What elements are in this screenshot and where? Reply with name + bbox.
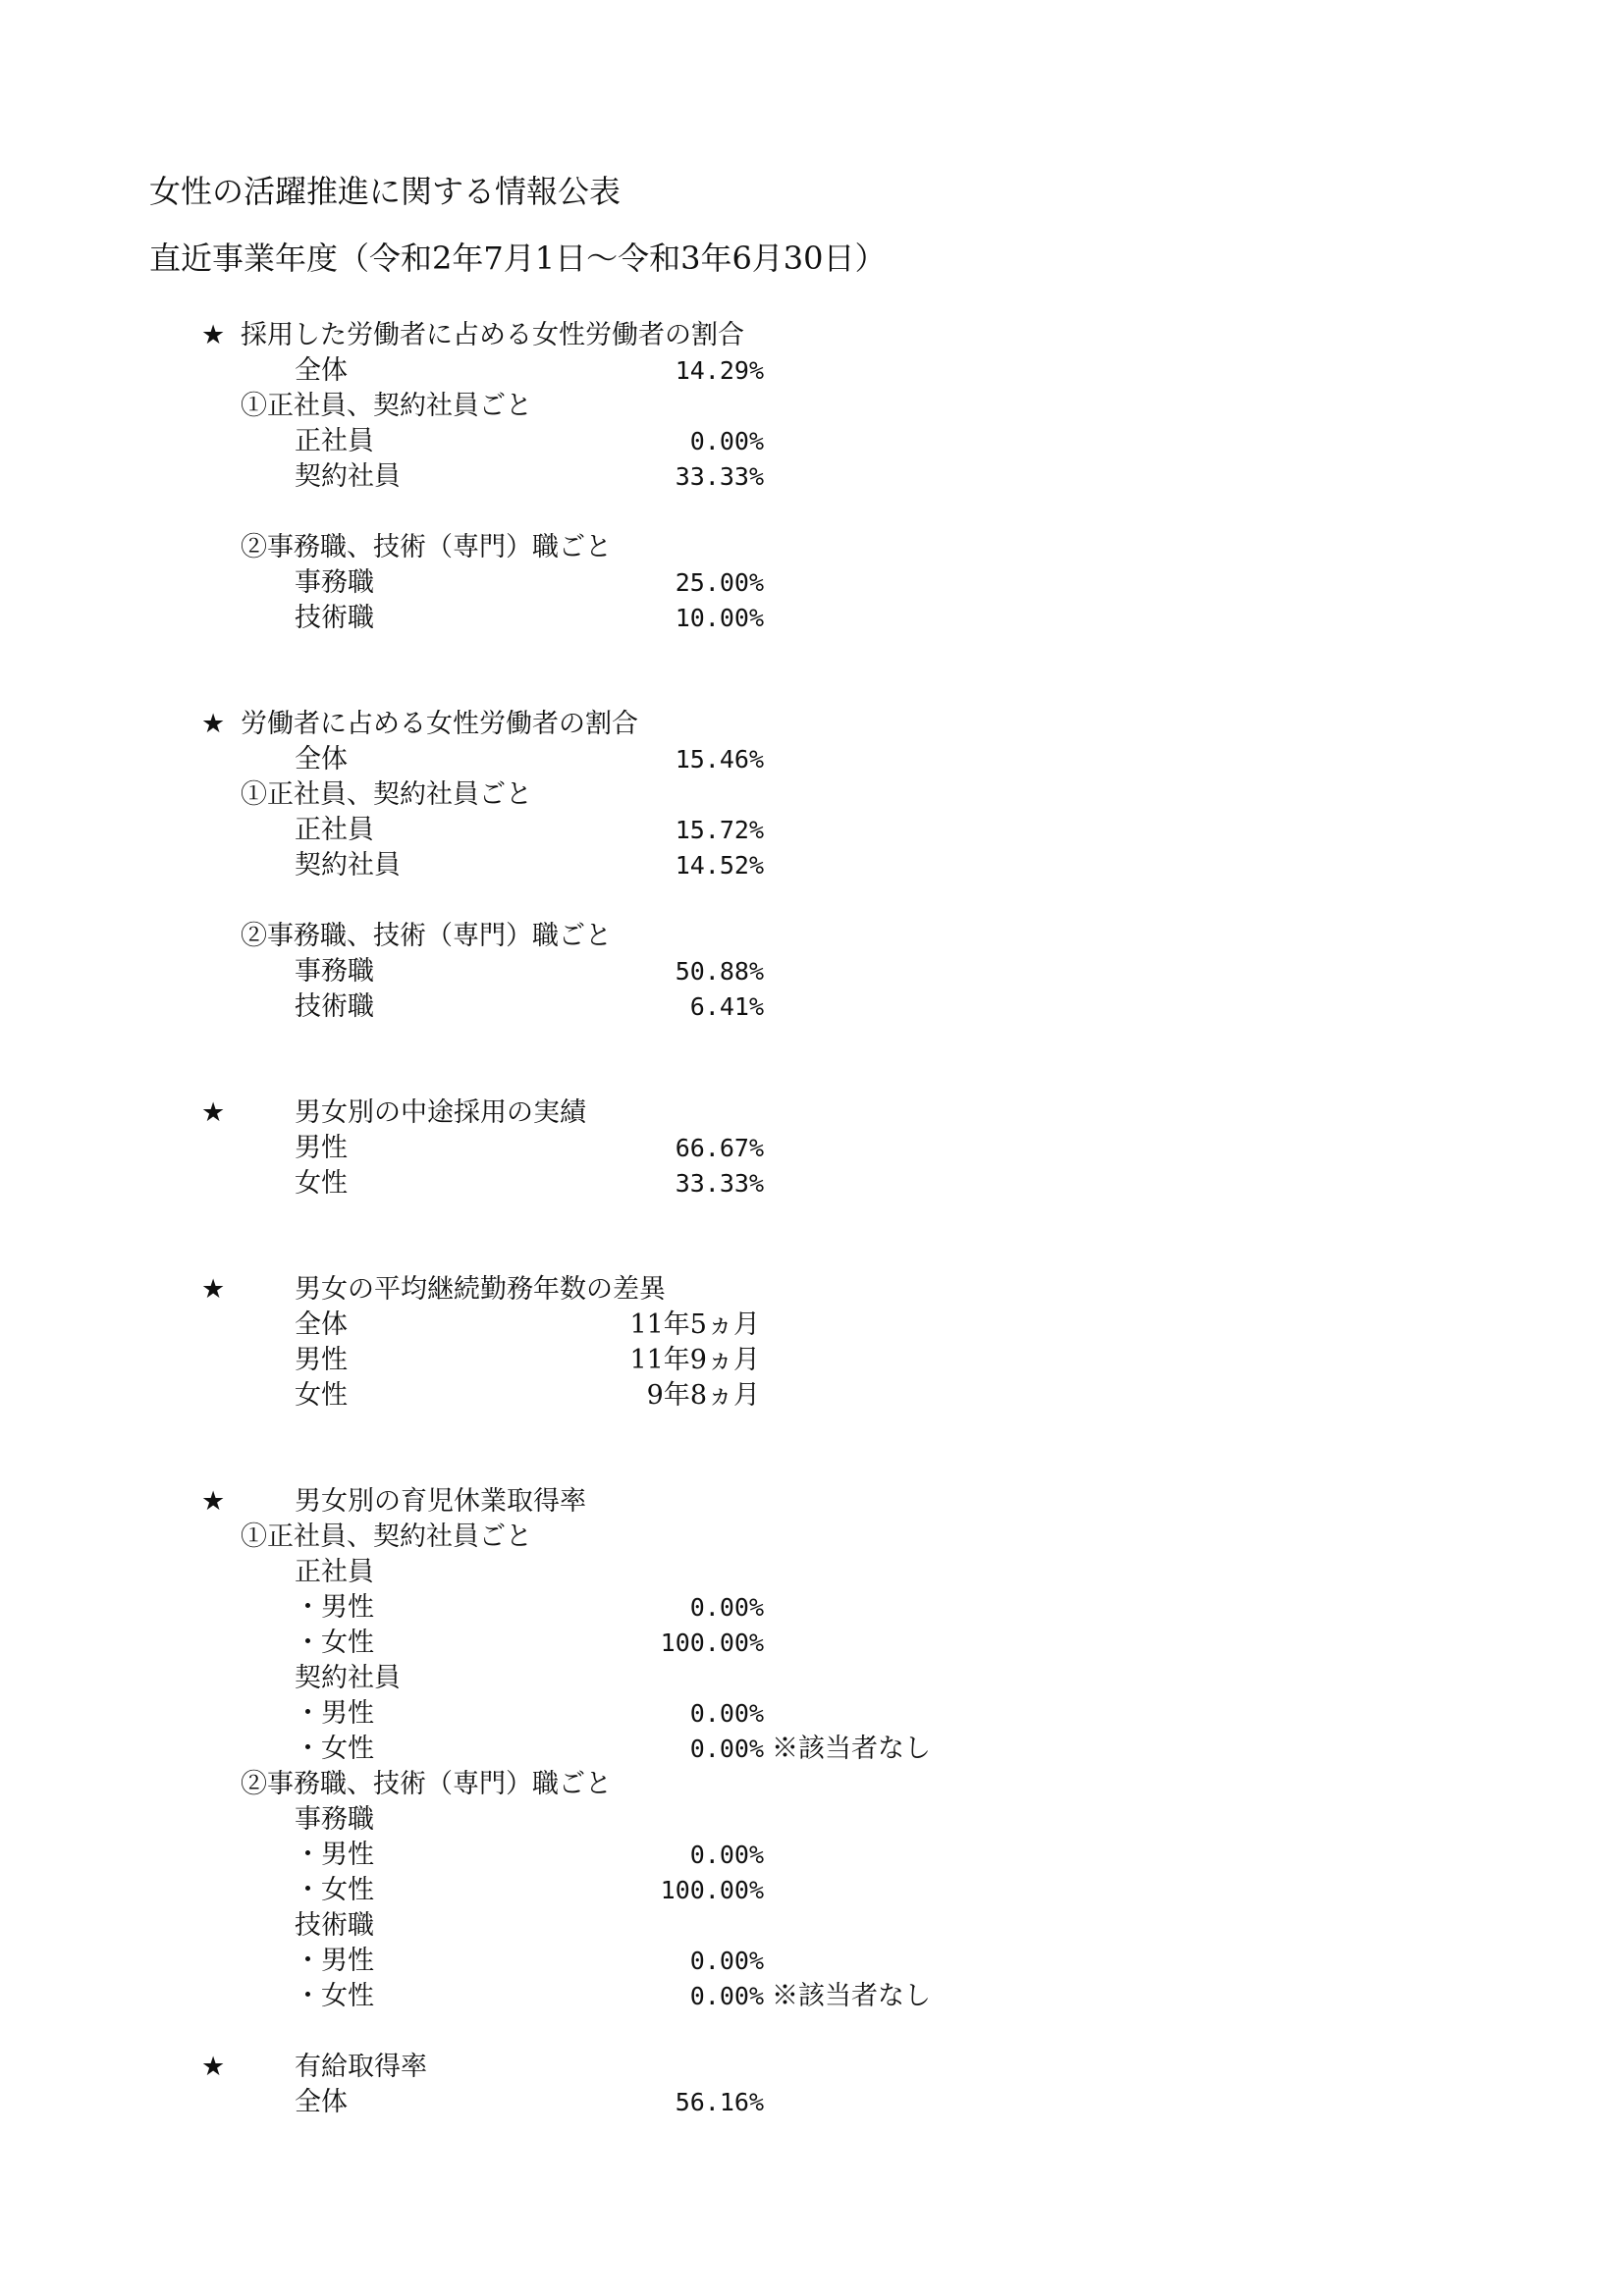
row-value: 0.00%: [689, 1699, 764, 1728]
row-label: 男性: [295, 1133, 348, 1163]
row-label: 女性: [295, 1168, 348, 1199]
row-value: 11年9ヵ月: [629, 1345, 760, 1375]
star-icon: ★: [201, 320, 226, 350]
row-value: 0.00%: [689, 427, 764, 455]
row-label: 全体: [295, 1309, 348, 1340]
row-label: 事務職: [295, 567, 374, 598]
row-label: ・男性: [295, 1946, 374, 1976]
row-value: 15.46%: [675, 745, 764, 774]
row-value: 66.67%: [675, 1134, 764, 1162]
row-value: 0.00%: [689, 1593, 764, 1622]
section-heading: 労働者に占める女性労働者の割合: [241, 709, 638, 739]
row-label: 契約社員: [295, 850, 401, 881]
row-note: ※該当者なし: [772, 1734, 931, 1764]
star-icon: ★: [201, 1097, 226, 1128]
row-label: 技術職: [295, 603, 374, 633]
row-value: 0.00%: [689, 1735, 764, 1763]
row-label: 正社員: [295, 426, 374, 456]
row-label: 事務職: [295, 956, 374, 987]
subgroup-label: 技術職: [295, 1910, 374, 1941]
star-icon: ★: [201, 2052, 226, 2082]
row-note: ※該当者なし: [772, 1981, 931, 2011]
group-label: ②事務職、技術（専門）職ごと: [241, 1769, 612, 1799]
group-label: ②事務職、技術（専門）職ごと: [241, 921, 612, 951]
row-label: ・女性: [295, 1628, 374, 1658]
document-title: 女性の活躍推進に関する情報公表: [149, 173, 622, 210]
row-value: 0.00%: [689, 1982, 764, 2010]
row-value: 14.29%: [675, 356, 764, 385]
star-icon: ★: [201, 1274, 226, 1305]
row-value: 50.88%: [675, 957, 764, 986]
subgroup-label: 事務職: [295, 1804, 374, 1835]
row-value: 15.72%: [675, 816, 764, 844]
subgroup-label: 正社員: [295, 1557, 374, 1587]
group-label: ②事務職、技術（専門）職ごと: [241, 532, 612, 562]
row-label: 全体: [295, 2087, 348, 2117]
row-value: 10.00%: [675, 604, 764, 632]
row-value: 6.41%: [689, 992, 764, 1021]
section-heading: 有給取得率: [295, 2052, 427, 2082]
row-label: ・女性: [295, 1981, 374, 2011]
row-value: 9年8ヵ月: [646, 1380, 760, 1411]
row-value: 11年5ヵ月: [629, 1309, 760, 1340]
row-value: 14.52%: [675, 851, 764, 880]
row-value: 0.00%: [689, 1841, 764, 1869]
star-icon: ★: [201, 709, 226, 739]
row-label: 技術職: [295, 991, 374, 1022]
group-label: ①正社員、契約社員ごと: [241, 1522, 532, 1552]
row-label: 正社員: [295, 815, 374, 845]
row-label: 契約社員: [295, 461, 401, 492]
row-label: ・男性: [295, 1698, 374, 1729]
row-value: 56.16%: [675, 2088, 764, 2116]
row-value: 100.00%: [660, 1876, 764, 1904]
section-heading: 男女別の中途採用の実績: [295, 1097, 586, 1128]
row-label: ・女性: [295, 1734, 374, 1764]
group-label: ①正社員、契約社員ごと: [241, 779, 532, 810]
section-heading: 男女別の育児休業取得率: [295, 1486, 586, 1517]
row-label: ・男性: [295, 1840, 374, 1870]
row-label: 全体: [295, 744, 348, 774]
row-value: 33.33%: [675, 1169, 764, 1198]
row-label: 全体: [295, 355, 348, 386]
row-value: 100.00%: [660, 1629, 764, 1657]
row-value: 0.00%: [689, 1947, 764, 1975]
section-heading: 男女の平均継続勤務年数の差異: [295, 1274, 666, 1305]
star-icon: ★: [201, 1486, 226, 1517]
row-label: 男性: [295, 1345, 348, 1375]
fiscal-period: 直近事業年度（令和2年7月1日～令和3年6月30日）: [149, 240, 887, 277]
row-label: ・男性: [295, 1592, 374, 1623]
group-label: ①正社員、契約社員ごと: [241, 391, 532, 421]
subgroup-label: 契約社員: [295, 1663, 401, 1693]
row-value: 33.33%: [675, 462, 764, 491]
row-label: ・女性: [295, 1875, 374, 1905]
row-label: 女性: [295, 1380, 348, 1411]
section-heading: 採用した労働者に占める女性労働者の割合: [241, 320, 744, 350]
row-value: 25.00%: [675, 568, 764, 597]
